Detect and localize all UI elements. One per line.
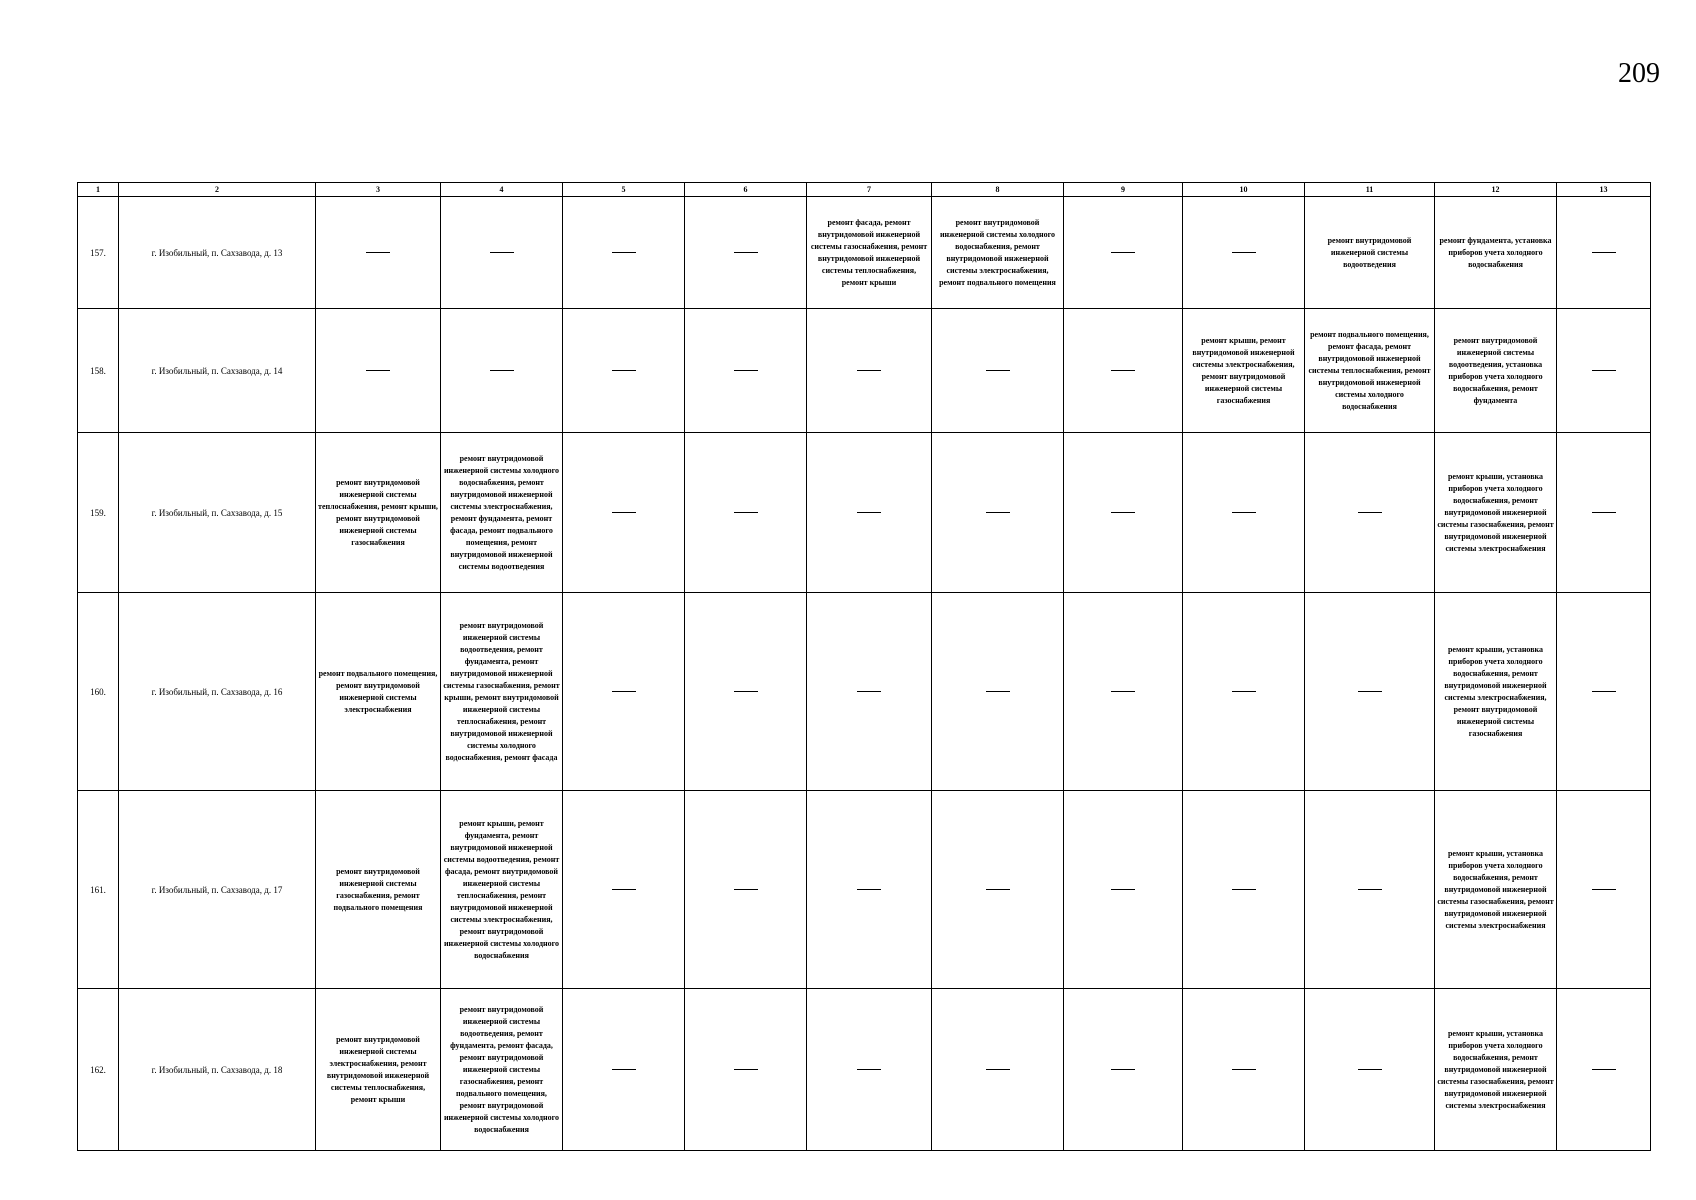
work-description-cell: ремонт внутридомовой инженерной системы холодного водоснабжения, ремонт внутридомовой инженерной системы электроснабжения, ремонт фундамента, ремонт фасада, ремонт подвального помещения, ремонт внутридомовой инженерной системы водоотведения	[441, 433, 563, 593]
dash-mark	[1358, 512, 1382, 513]
row-number: 157.	[78, 197, 119, 309]
work-description-cell: ремонт подвального помещения, ремонт внутридомовой инженерной системы электроснабжения	[316, 593, 441, 791]
empty-cell	[1064, 989, 1183, 1151]
row-number: 161.	[78, 791, 119, 989]
empty-cell	[807, 593, 932, 791]
work-description-cell: ремонт крыши, установка приборов учета холодного водоснабжения, ремонт внутридомовой инженерной системы газоснабжения, ремонт внутридомовой инженерной системы электроснабжения	[1435, 989, 1557, 1151]
work-description-cell: ремонт внутридомовой инженерной системы водоотведения, установка приборов учета холодного водоснабжения, ремонт фундамента	[1435, 309, 1557, 433]
dash-mark	[1232, 512, 1256, 513]
column-header: 8	[932, 183, 1064, 197]
empty-cell	[1064, 197, 1183, 309]
column-header: 4	[441, 183, 563, 197]
row-number: 160.	[78, 593, 119, 791]
empty-cell	[1557, 989, 1651, 1151]
dash-mark	[1111, 512, 1135, 513]
dash-mark	[986, 1069, 1010, 1070]
dash-mark	[612, 1069, 636, 1070]
empty-cell	[685, 791, 807, 989]
empty-cell	[441, 197, 563, 309]
dash-mark	[734, 691, 758, 692]
dash-mark	[857, 370, 881, 371]
address-cell: г. Изобильный, п. Сахзавода, д. 13	[119, 197, 316, 309]
dash-mark	[1592, 512, 1616, 513]
dash-mark	[1592, 889, 1616, 890]
empty-cell	[807, 433, 932, 593]
table-row	[78, 791, 1651, 989]
column-header: 3	[316, 183, 441, 197]
empty-cell	[932, 989, 1064, 1151]
dash-mark	[857, 691, 881, 692]
empty-cell	[1305, 989, 1435, 1151]
empty-cell	[1557, 309, 1651, 433]
table-row	[78, 433, 1651, 593]
work-description-cell: ремонт внутридомовой инженерной системы водоотведения	[1305, 197, 1435, 309]
empty-cell	[1183, 197, 1305, 309]
empty-cell	[1064, 593, 1183, 791]
address-cell: г. Изобильный, п. Сахзавода, д. 18	[119, 989, 316, 1151]
empty-cell	[1305, 593, 1435, 791]
work-description-cell: ремонт крыши, установка приборов учета холодного водоснабжения, ремонт внутридомовой инженерной системы газоснабжения, ремонт внутридомовой инженерной системы электроснабжения	[1435, 791, 1557, 989]
address-cell: г. Изобильный, п. Сахзавода, д. 15	[119, 433, 316, 593]
dash-mark	[1111, 889, 1135, 890]
empty-cell	[932, 433, 1064, 593]
empty-cell	[1064, 791, 1183, 989]
address-cell: г. Изобильный, п. Сахзавода, д. 14	[119, 309, 316, 433]
empty-cell	[1183, 989, 1305, 1151]
work-description-cell: ремонт крыши, ремонт фундамента, ремонт внутридомовой инженерной системы водоотведения, ремонт фасада, ремонт внутридомовой инженерной системы теплоснабжения, ремонт внутридомовой инженерной системы электроснабжения, ремонт внутридомовой инженерной системы холодного водоснабжения	[441, 791, 563, 989]
repair-schedule-table	[77, 182, 1651, 1151]
column-header: 12	[1435, 183, 1557, 197]
dash-mark	[734, 370, 758, 371]
empty-cell	[563, 989, 685, 1151]
work-description-cell: ремонт внутридомовой инженерной системы электроснабжения, ремонт внутридомовой инженерной системы теплоснабжения, ремонт крыши	[316, 989, 441, 1151]
empty-cell	[685, 309, 807, 433]
dash-mark	[1232, 889, 1256, 890]
empty-cell	[685, 989, 807, 1151]
work-description-cell: ремонт внутридомовой инженерной системы холодного водоснабжения, ремонт внутридомовой инженерной системы электроснабжения, ремонт подвального помещения	[932, 197, 1064, 309]
empty-cell	[316, 309, 441, 433]
dash-mark	[612, 252, 636, 253]
work-description-cell: ремонт фасада, ремонт внутридомовой инженерной системы газоснабжения, ремонт внутридомовой инженерной системы теплоснабжения, ремонт крыши	[807, 197, 932, 309]
column-number-row	[78, 183, 1651, 197]
column-header: 1	[78, 183, 119, 197]
dash-mark	[490, 252, 514, 253]
empty-cell	[807, 791, 932, 989]
dash-mark	[734, 889, 758, 890]
empty-cell	[807, 309, 932, 433]
work-description-cell: ремонт внутридомовой инженерной системы водоотведения, ремонт фундамента, ремонт фасада, ремонт внутридомовой инженерной системы газоснабжения, ремонт подвального помещения, ремонт внутридомовой инженерной системы холодного водоснабжения	[441, 989, 563, 1151]
dash-mark	[857, 1069, 881, 1070]
empty-cell	[441, 309, 563, 433]
dash-mark	[1592, 370, 1616, 371]
dash-mark	[490, 370, 514, 371]
column-header: 2	[119, 183, 316, 197]
dash-mark	[986, 691, 1010, 692]
work-description-cell: ремонт крыши, установка приборов учета холодного водоснабжения, ремонт внутридомовой инженерной системы электроснабжения, ремонт внутридомовой инженерной системы газоснабжения	[1435, 593, 1557, 791]
empty-cell	[316, 197, 441, 309]
dash-mark	[734, 252, 758, 253]
empty-cell	[807, 989, 932, 1151]
empty-cell	[563, 593, 685, 791]
dash-mark	[1592, 691, 1616, 692]
work-description-cell: ремонт внутридомовой инженерной системы теплоснабжения, ремонт крыши, ремонт внутридомовой инженерной системы газоснабжения	[316, 433, 441, 593]
dash-mark	[1358, 691, 1382, 692]
empty-cell	[1557, 791, 1651, 989]
empty-cell	[1183, 433, 1305, 593]
column-header: 5	[563, 183, 685, 197]
row-number: 158.	[78, 309, 119, 433]
empty-cell	[1064, 433, 1183, 593]
table-row	[78, 309, 1651, 433]
dash-mark	[986, 512, 1010, 513]
dash-mark	[1111, 1069, 1135, 1070]
work-description-cell: ремонт внутридомовой инженерной системы газоснабжения, ремонт подвального помещения	[316, 791, 441, 989]
empty-cell	[563, 309, 685, 433]
table-row	[78, 593, 1651, 791]
row-number: 162.	[78, 989, 119, 1151]
dash-mark	[857, 889, 881, 890]
empty-cell	[1557, 197, 1651, 309]
dash-mark	[986, 370, 1010, 371]
dash-mark	[1111, 370, 1135, 371]
empty-cell	[1183, 593, 1305, 791]
empty-cell	[1064, 309, 1183, 433]
empty-cell	[932, 309, 1064, 433]
column-header: 6	[685, 183, 807, 197]
dash-mark	[1111, 691, 1135, 692]
empty-cell	[685, 197, 807, 309]
dash-mark	[857, 512, 881, 513]
dash-mark	[612, 370, 636, 371]
empty-cell	[685, 433, 807, 593]
dash-mark	[734, 512, 758, 513]
empty-cell	[932, 791, 1064, 989]
dash-mark	[366, 252, 390, 253]
dash-mark	[1358, 1069, 1382, 1070]
empty-cell	[563, 791, 685, 989]
empty-cell	[563, 433, 685, 593]
empty-cell	[1557, 433, 1651, 593]
dash-mark	[612, 691, 636, 692]
empty-cell	[563, 197, 685, 309]
dash-mark	[1592, 252, 1616, 253]
column-header: 13	[1557, 183, 1651, 197]
work-description-cell: ремонт подвального помещения, ремонт фасада, ремонт внутридомовой инженерной системы теплоснабжения, ремонт внутридомовой инженерной системы холодного водоснабжения	[1305, 309, 1435, 433]
empty-cell	[1557, 593, 1651, 791]
empty-cell	[1305, 433, 1435, 593]
table-row	[78, 989, 1651, 1151]
empty-cell	[932, 593, 1064, 791]
work-description-cell: ремонт крыши, установка приборов учета холодного водоснабжения, ремонт внутридомовой инженерной системы газоснабжения, ремонт внутридомовой инженерной системы электроснабжения	[1435, 433, 1557, 593]
dash-mark	[366, 370, 390, 371]
dash-mark	[1111, 252, 1135, 253]
work-description-cell: ремонт фундамента, установка приборов учета холодного водоснабжения	[1435, 197, 1557, 309]
column-header: 9	[1064, 183, 1183, 197]
dash-mark	[1592, 1069, 1616, 1070]
page-number: 209	[1618, 58, 1660, 89]
empty-cell	[685, 593, 807, 791]
dash-mark	[612, 512, 636, 513]
dash-mark	[734, 1069, 758, 1070]
dash-mark	[1232, 1069, 1256, 1070]
dash-mark	[1232, 252, 1256, 253]
dash-mark	[1232, 691, 1256, 692]
column-header: 10	[1183, 183, 1305, 197]
address-cell: г. Изобильный, п. Сахзавода, д. 17	[119, 791, 316, 989]
column-header: 11	[1305, 183, 1435, 197]
table-row	[78, 197, 1651, 309]
column-header: 7	[807, 183, 932, 197]
empty-cell	[1183, 791, 1305, 989]
work-description-cell: ремонт внутридомовой инженерной системы водоотведения, ремонт фундамента, ремонт внутридомовой инженерной системы газоснабжения, ремонт крыши, ремонт внутридомовой инженерной системы теплоснабжения, ремонт внутридомовой инженерной системы холодного водоснабжения, ремонт фасада	[441, 593, 563, 791]
dash-mark	[612, 889, 636, 890]
address-cell: г. Изобильный, п. Сахзавода, д. 16	[119, 593, 316, 791]
row-number: 159.	[78, 433, 119, 593]
dash-mark	[1358, 889, 1382, 890]
dash-mark	[986, 889, 1010, 890]
empty-cell	[1305, 791, 1435, 989]
work-description-cell: ремонт крыши, ремонт внутридомовой инженерной системы электроснабжения, ремонт внутридомовой инженерной системы газоснабжения	[1183, 309, 1305, 433]
